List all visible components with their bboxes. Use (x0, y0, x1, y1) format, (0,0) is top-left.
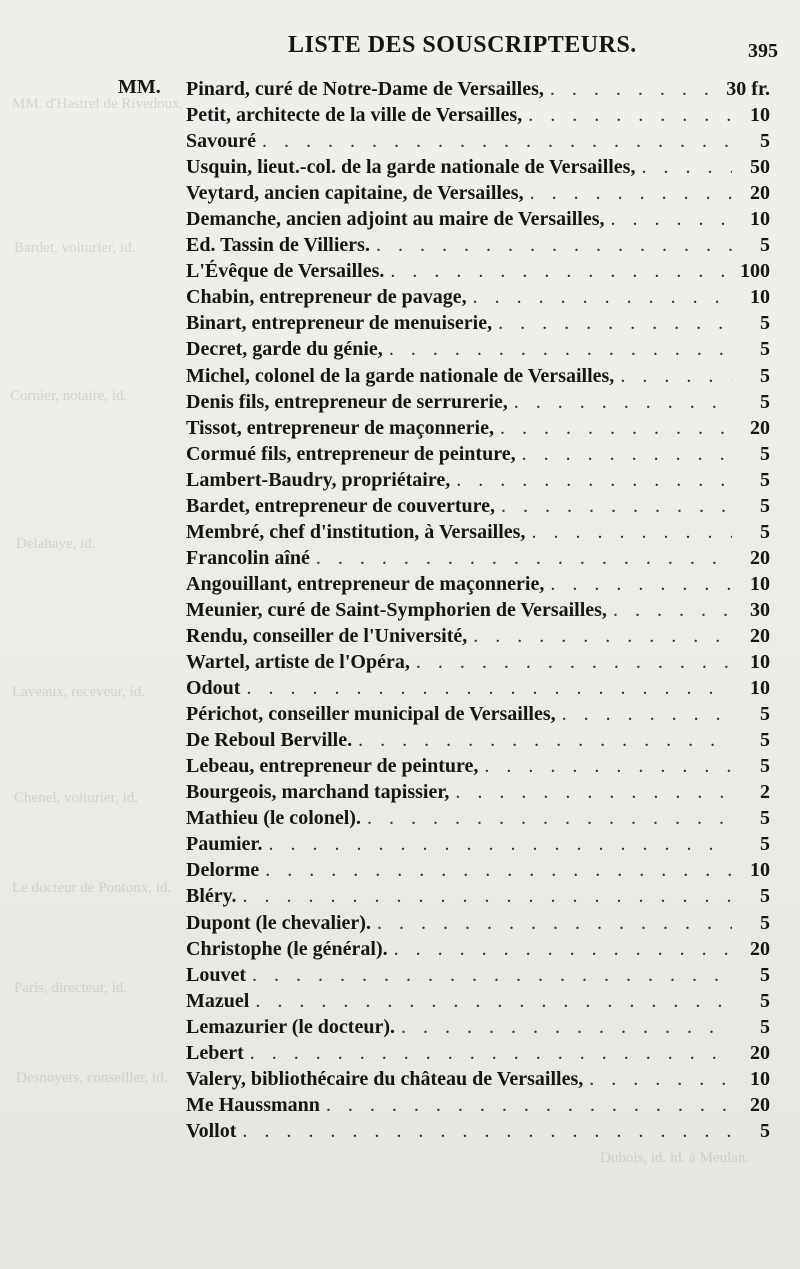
subscriber-entry (186, 727, 770, 753)
subscription-amount: 10 (750, 572, 770, 595)
subscriber-name: Savouré (186, 130, 256, 153)
subscription-amount: 10 (750, 286, 770, 309)
subscription-amount: 20 (750, 416, 770, 439)
bleed-through-line: Cornier, notaire, id. (10, 388, 128, 404)
subscriber-name: Francolin aîné (186, 546, 310, 569)
subscription-amount: 100 (740, 260, 770, 283)
subscription-amount: 5 (760, 130, 770, 153)
subscription-amount: 10 (750, 859, 770, 882)
subscriber-entry (186, 102, 770, 128)
subscription-amount: 10 (750, 208, 770, 231)
subscriber-entry (186, 883, 770, 909)
subscriber-entry (186, 493, 770, 519)
subscription-amount: 5 (760, 494, 770, 517)
subscription-amount: 5 (760, 520, 770, 543)
dot-leader (528, 102, 732, 128)
subscriber-entry (186, 545, 770, 571)
dot-leader (562, 701, 732, 727)
subscriber-entry (186, 441, 770, 467)
subscriber-entry (186, 415, 770, 441)
subscriber-name: L'Évêque de Versailles. (186, 260, 385, 283)
subscriber-entry (186, 1118, 770, 1144)
subscriber-name: Me Haussmann (186, 1093, 320, 1116)
dot-leader (501, 493, 732, 519)
subscription-amount: 5 (760, 1119, 770, 1142)
subscription-amount: 5 (760, 729, 770, 752)
subscriber-name: Odout (186, 677, 241, 700)
subscriber-name: Bléry. (186, 885, 237, 908)
subscription-amount: 2 (760, 781, 770, 804)
subscriber-name: Vollot (186, 1119, 237, 1142)
subscriber-name: Lambert-Baudry, propriétaire, (186, 468, 451, 491)
subscription-amount: 5 (760, 312, 770, 335)
subscriber-name: Lebeau, entrepreneur de peinture, (186, 755, 479, 778)
subscriber-entry (186, 1092, 770, 1118)
subscriber-name: Mathieu (le colonel). (186, 807, 361, 830)
dot-leader (514, 389, 732, 415)
subscriber-name: Lemazurier (le docteur). (186, 1015, 395, 1038)
dot-leader (243, 883, 732, 909)
dot-leader (611, 206, 732, 232)
subscriber-entry (186, 389, 770, 415)
subscriber-name: Denis fils, entrepreneur de serrurerie, (186, 390, 508, 413)
subscriber-entry (186, 649, 770, 675)
subscriber-entry (186, 76, 770, 102)
dot-leader (641, 154, 732, 180)
subscriber-entry (186, 962, 770, 988)
bleed-through-line: Laveaux, receveur, id. (12, 684, 146, 700)
subscription-amount: 5 (760, 989, 770, 1012)
subscriber-name: Cormué fils, entrepreneur de peinture, (186, 442, 516, 465)
dot-leader (394, 936, 732, 962)
subscriber-name: Binart, entrepreneur de menuiserie, (186, 312, 493, 335)
dot-leader (550, 76, 712, 102)
subscription-amount: 5 (760, 390, 770, 413)
subscription-amount: 10 (750, 677, 770, 700)
dot-leader (265, 857, 732, 883)
subscriber-entry (186, 258, 770, 284)
dot-leader (401, 1014, 732, 1040)
subscriber-entry (186, 675, 770, 701)
subscription-amount: 30 fr. (726, 78, 770, 100)
subscription-amount: 5 (760, 234, 770, 257)
dot-leader (252, 962, 732, 988)
subscriber-entry (186, 180, 770, 206)
subscriber-name: Usquin, lieut.-col. de la garde nationale de Versailles, (186, 156, 636, 179)
subscription-amount: 5 (760, 911, 770, 934)
subscriber-list (186, 76, 770, 1144)
bleed-through-line: Delahaye, id. (16, 536, 96, 552)
subscription-amount: 50 (750, 156, 770, 179)
bleed-through-line: Desnoyers, conseiller, id. (16, 1070, 168, 1086)
dot-leader (376, 232, 732, 258)
subscriber-entry (186, 623, 770, 649)
subscriber-entry (186, 284, 770, 310)
honorific-prefix: MM. (118, 76, 161, 98)
subscriber-entry (186, 154, 770, 180)
bleed-through-line: Paris, directeur, id. (14, 980, 128, 996)
subscriber-name: Meunier, curé de Saint-Symphorien de Versailles, (186, 598, 607, 621)
subscription-amount: 10 (750, 651, 770, 674)
subscriber-entry (186, 206, 770, 232)
subscription-amount: 5 (760, 364, 770, 387)
page-number: 395 (748, 40, 778, 62)
dot-leader (377, 910, 732, 936)
subscription-amount: 20 (750, 624, 770, 647)
dot-leader (530, 180, 732, 206)
dot-leader (326, 1092, 732, 1118)
subscriber-entry (186, 857, 770, 883)
dot-leader (262, 128, 732, 154)
dot-leader (473, 623, 732, 649)
subscriber-name: Périchot, conseiller municipal de Versailles, (186, 703, 556, 726)
subscriber-name: Wartel, artiste de l'Opéra, (186, 651, 410, 674)
subscription-amount: 5 (760, 755, 770, 778)
subscriber-name: Tissot, entrepreneur de maçonnerie, (186, 416, 494, 439)
subscriber-entry (186, 467, 770, 493)
subscriber-entry (186, 363, 770, 389)
dot-leader (550, 571, 732, 597)
bleed-through-line: Chenel, voiturier, id. (14, 790, 138, 806)
running-title: LISTE DES SOUSCRIPTEURS. (288, 32, 637, 58)
subscriber-entry (186, 701, 770, 727)
subscription-amount: 5 (760, 807, 770, 830)
subscriber-name: Paumier. (186, 833, 263, 856)
subscription-amount: 30 (750, 598, 770, 621)
subscription-amount: 5 (760, 885, 770, 908)
subscriber-name: Dupont (le chevalier). (186, 911, 371, 934)
subscriber-entry (186, 936, 770, 962)
subscriber-entry (186, 1066, 770, 1092)
subscriber-entry (186, 1014, 770, 1040)
dot-leader (613, 597, 732, 623)
dot-leader (390, 258, 732, 284)
dot-leader (358, 727, 732, 753)
subscriber-name: Michel, colonel de la garde nationale de Versailles, (186, 364, 615, 387)
dot-leader (456, 467, 732, 493)
subscriber-name: Petit, architecte de la ville de Versailles, (186, 104, 523, 127)
subscription-amount: 5 (760, 963, 770, 986)
subscription-amount: 5 (760, 1015, 770, 1038)
page-header (0, 32, 800, 72)
subscriber-entry (186, 336, 770, 362)
subscriber-entry (186, 1040, 770, 1066)
subscriber-name: Chabin, entrepreneur de pavage, (186, 286, 467, 309)
dot-leader (500, 415, 732, 441)
subscriber-entry (186, 128, 770, 154)
dot-leader (416, 649, 732, 675)
dot-leader (250, 1040, 732, 1066)
subscriber-name: Lebert (186, 1041, 244, 1064)
subscription-amount: 5 (760, 703, 770, 726)
subscription-amount: 10 (750, 104, 770, 127)
subscriber-name: Valery, bibliothécaire du château de Versailles, (186, 1067, 584, 1090)
subscriber-name: Angouillant, entrepreneur de maçonnerie, (186, 572, 545, 595)
subscriber-name: Membré, chef d'institution, à Versailles, (186, 520, 526, 543)
subscription-amount: 5 (760, 338, 770, 361)
subscriber-name: Bourgeois, marchand tapissier, (186, 781, 450, 804)
subscriber-name: Veytard, ancien capitaine, de Versailles, (186, 182, 524, 205)
subscriber-name: Mazuel (186, 989, 250, 1012)
subscription-amount: 20 (750, 1093, 770, 1116)
subscriber-name: Delorme (186, 859, 260, 882)
dot-leader (522, 441, 732, 467)
subscriber-name: De Reboul Berville. (186, 729, 353, 752)
dot-leader (246, 675, 732, 701)
subscriber-entry (186, 571, 770, 597)
dot-leader (455, 779, 732, 805)
subscriber-entry (186, 910, 770, 936)
subscription-amount: 5 (760, 442, 770, 465)
subscriber-name: Louvet (186, 963, 246, 986)
bleed-through-line: Dubois, id. id. à Meulan. (600, 1150, 750, 1166)
subscriber-entry (186, 805, 770, 831)
subscriber-entry (186, 779, 770, 805)
subscriber-entry (186, 831, 770, 857)
dot-leader (498, 310, 732, 336)
dot-leader (389, 336, 732, 362)
subscription-amount: 20 (750, 1041, 770, 1064)
subscriber-name: Ed. Tassin de Villiers. (186, 234, 370, 257)
subscription-amount: 20 (750, 546, 770, 569)
dot-leader (484, 753, 732, 779)
subscriber-name: Rendu, conseiller de l'Université, (186, 624, 468, 647)
dot-leader (268, 831, 732, 857)
subscriber-name: Bardet, entrepreneur de couverture, (186, 494, 496, 517)
subscriber-name: Pinard, curé de Notre-Dame de Versailles, (186, 78, 544, 100)
bleed-through-line: Le docteur de Pontonx, id. (12, 880, 172, 896)
subscription-amount: 10 (750, 1067, 770, 1090)
subscription-amount: 20 (750, 937, 770, 960)
subscriber-entry (186, 988, 770, 1014)
subscription-amount: 5 (760, 833, 770, 856)
subscriber-entry (186, 310, 770, 336)
subscriber-entry (186, 519, 770, 545)
dot-leader (367, 805, 732, 831)
dot-leader (589, 1066, 732, 1092)
dot-leader (242, 1118, 732, 1144)
subscriber-name: Decret, garde du génie, (186, 338, 383, 361)
subscription-amount: 20 (750, 182, 770, 205)
dot-leader (620, 363, 732, 389)
subscription-amount: 5 (760, 468, 770, 491)
subscriber-name: Demanche, ancien adjoint au maire de Versailles, (186, 208, 605, 231)
subscriber-entry (186, 232, 770, 258)
subscriber-entry (186, 753, 770, 779)
dot-leader (531, 519, 732, 545)
dot-leader (316, 545, 732, 571)
dot-leader (473, 284, 732, 310)
subscriber-name: Christophe (le général). (186, 937, 388, 960)
bleed-through-line: MM. d'Hastrel de Rivedoux, (12, 96, 184, 112)
subscriber-entry (186, 597, 770, 623)
dot-leader (255, 988, 732, 1014)
bleed-through-line: Bardet, voiturier, id. (14, 240, 136, 256)
